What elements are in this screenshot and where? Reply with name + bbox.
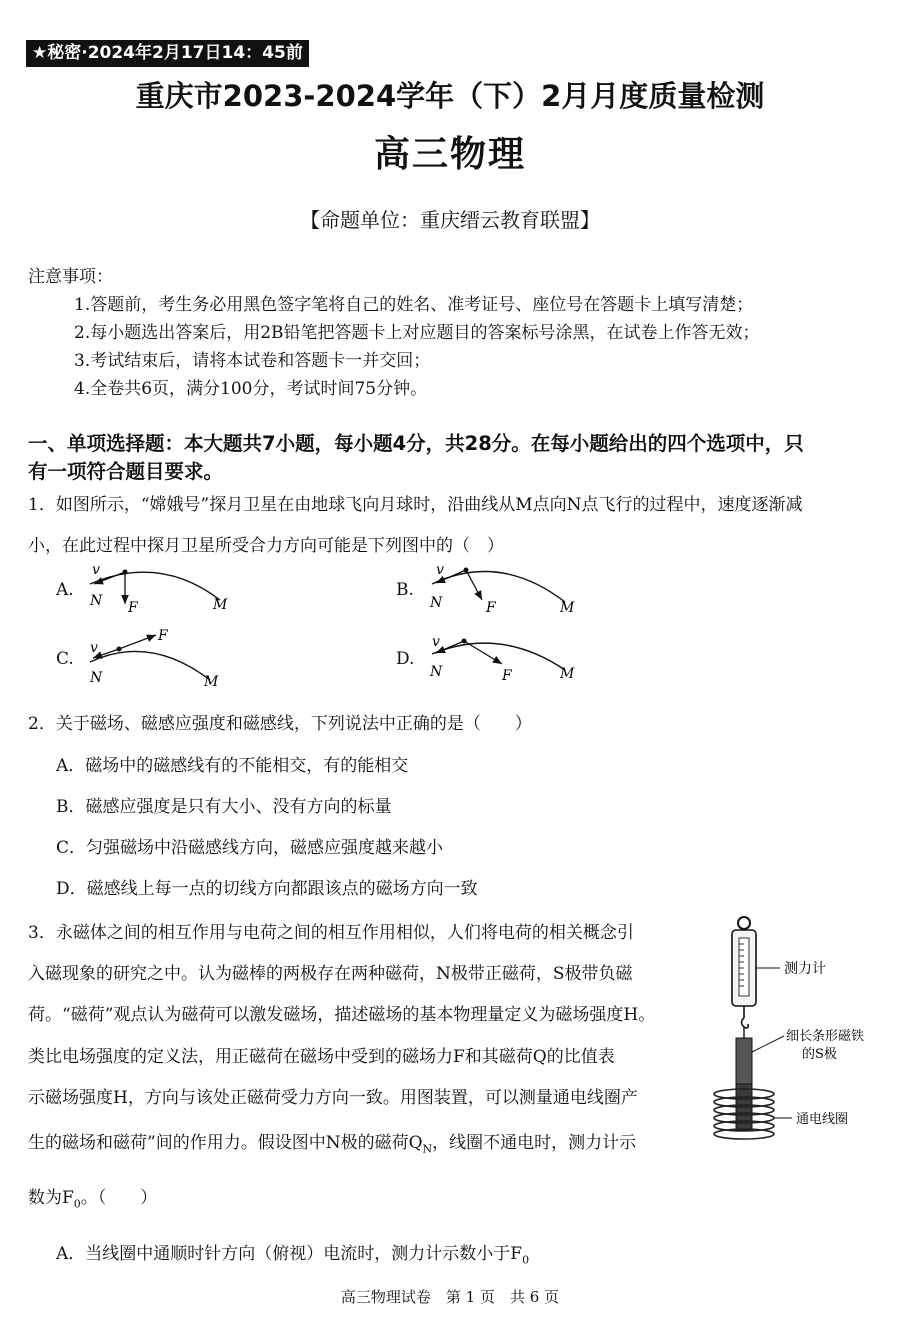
point-m-label: M	[560, 600, 575, 616]
q2-stem: 2．关于磁场、磁感应强度和磁感线，下列说法中正确的是（ ）	[28, 714, 532, 734]
point-m-label: M	[213, 597, 228, 613]
q3-stem-line5: 示磁场强度H，方向与该处正磁荷受力方向一致。用图装置，可以测量通电线圈产	[28, 1088, 638, 1108]
hook-icon	[742, 1018, 749, 1028]
q1-option-b-label: B.	[396, 580, 414, 600]
q3-stem-line3: 荷。“磁荷”观点认为磁荷可以激发磁场，描述磁场的基本物理量定义为磁场强度H。	[28, 1005, 656, 1025]
velocity-label: v	[92, 562, 100, 578]
q2-option-d: D．磁感线上每一点的切线方向都跟该点的磁场方向一致	[56, 879, 478, 899]
bar-magnet-upper	[736, 1038, 752, 1084]
force-label: F	[502, 668, 512, 684]
velocity-label: v	[432, 634, 440, 650]
point-n-label: N	[430, 595, 443, 611]
q2-option-a: A．磁场中的磁感线有的不能相交，有的能相交	[56, 756, 409, 776]
force-label: F	[486, 600, 496, 616]
trajectory-curve	[432, 643, 565, 670]
note-item: 2.每小题选出答案后，用2B铅笔把答题卡上对应题目的答案标号涂黑，在试卷上作答无效；	[74, 323, 760, 343]
trajectory-curve	[90, 651, 210, 680]
q1-stem-line1: 1．如图所示，“嫦娥号”探月卫星在由地球飞向月球时，沿曲线从M点向N点飞行的过程中，速度逐渐减	[28, 495, 803, 515]
q3-stem-line7	[28, 1183, 157, 1210]
q3-option-a-subscript: 0	[522, 1253, 530, 1267]
point-n-label: N	[430, 664, 443, 680]
point-n-label: N	[90, 670, 103, 686]
q3-line7-subscript: 0	[73, 1197, 81, 1211]
q1-stem-line2: 小，在此过程中探月卫星所受合力方向可能是下列图中的（ ）	[28, 536, 504, 556]
hanging-ring	[738, 917, 750, 929]
section-heading-cont: 有一项符合题目要求。	[28, 460, 224, 483]
note-item: 3.考试结束后，请将本试卷和答题卡一并交回；	[74, 351, 431, 371]
point-m-label: M	[560, 666, 575, 682]
q1-figure-b	[420, 560, 585, 618]
force-arrow	[464, 641, 502, 664]
q3-option-a-text: A．当线圈中通顺时针方向（俯视）电流时，测力计示数小于F	[56, 1244, 523, 1264]
q3-stem-line4: 类比电场强度的定义法，用正磁荷在磁场中受到的磁场力F和其磁荷Q的比值表	[28, 1047, 615, 1067]
subject-title: 高三物理	[373, 134, 526, 175]
q3-line6-tail: ，线圈不通电时，测力计示	[432, 1133, 637, 1153]
q3-line6-subscript: N	[422, 1142, 433, 1156]
point-n-label: N	[90, 593, 103, 609]
magnet-label-line2: 的S极	[802, 1047, 837, 1062]
point-m-label: M	[204, 674, 219, 690]
note-item: 1.答题前，考生务必用黑色签字笔将自己的姓名、准考证号、座位号在答题卡上填写清楚；	[74, 295, 754, 315]
trajectory-curve	[90, 572, 220, 600]
q3-line7-tail: 。（ ）	[80, 1188, 158, 1208]
q3-stem-line2: 入磁现象的研究之中。认为磁棒的两极存在两种磁荷，N极带正磁荷，S极带负磁	[28, 964, 633, 984]
q2-option-c: C．匀强磁场中沿磁感线方向，磁感应强度越来越小	[56, 838, 444, 858]
exam-title: 重庆市2023-2024学年（下）2月月度质量检测	[135, 79, 765, 113]
magnet-label-line1: 细长条形磁铁	[786, 1029, 865, 1044]
q3-line7-text: 数为F	[28, 1188, 74, 1208]
velocity-arrow	[436, 641, 464, 653]
q3-stem-line1: 3．永磁体之间的相互作用与电荷之间的相互作用相似，人们将电荷的相关概念引	[28, 923, 634, 943]
notes-heading: 注意事项：	[28, 267, 113, 287]
authoring-unit: 【命题单位：重庆缙云教育联盟】	[300, 208, 600, 232]
q1-option-d-label: D.	[396, 649, 415, 669]
force-label: F	[158, 628, 168, 644]
q3-line6-text: 生的磁场和磁荷”间的作用力。假设图中N极的磁荷Q	[28, 1133, 423, 1153]
q1-option-c-label: C.	[56, 649, 74, 669]
section-heading: 一、单项选择题：本大题共7小题，每小题4分，共28分。在每小题给出的四个选项中，只	[28, 432, 804, 455]
q3-option-a	[56, 1239, 529, 1266]
q1-option-a-label: A.	[56, 580, 74, 600]
q1-figure-a	[80, 560, 240, 615]
force-label: F	[128, 600, 138, 615]
q1-figure-d	[420, 626, 585, 686]
q3-apparatus-figure	[706, 912, 886, 1144]
q1-figure-c	[80, 626, 240, 690]
page-footer: 高三物理试卷 第 1 页 共 6 页	[340, 1288, 560, 1306]
q3-stem-line6	[28, 1128, 636, 1155]
force-arrow	[119, 635, 156, 649]
confidential-tag: ★秘密·2024年2月17日14：45前	[26, 40, 309, 67]
velocity-label: v	[436, 562, 444, 578]
meter-label: 测力计	[784, 961, 826, 977]
coil-label: 通电线圈	[796, 1112, 849, 1127]
q2-option-b: B．磁感应强度是只有大小、没有方向的标量	[56, 797, 392, 817]
velocity-label: v	[90, 640, 98, 656]
note-item: 4.全卷共6页，满分100分，考试时间75分钟。	[74, 379, 428, 399]
force-arrow	[466, 570, 482, 600]
